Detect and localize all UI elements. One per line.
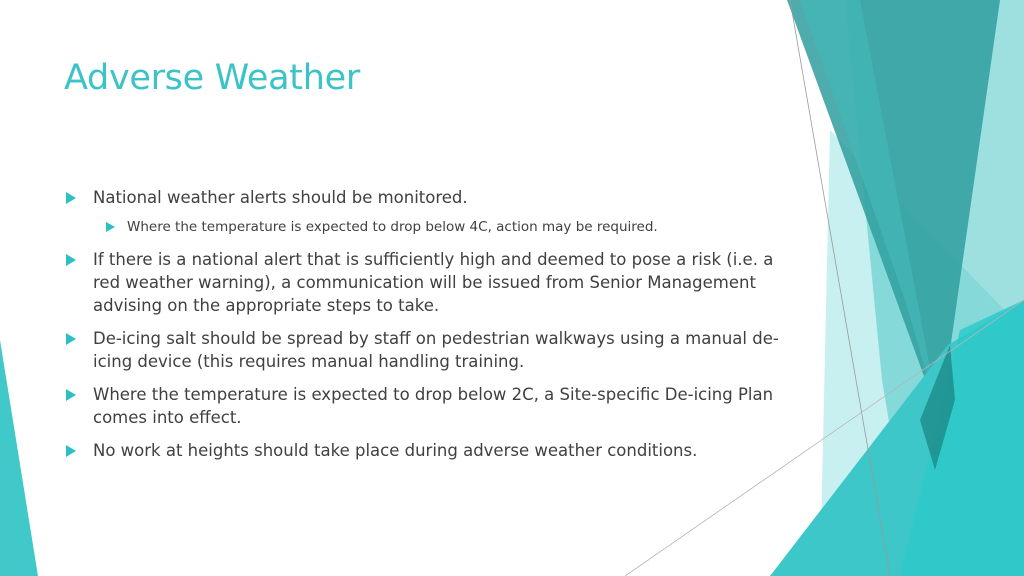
bullet-text: De-icing salt should be spread by staff on pedestrian walkways using a manual de-icing device (this requires manual handling training. [93,329,779,371]
triangle-bullet-icon [66,445,76,457]
bullet-text: Where the temperature is expected to drop below 4C, action may be required. [127,219,658,235]
bullet-list [64,186,784,472]
sub-bullet-item [104,217,784,238]
triangle-bullet-icon [66,333,76,345]
bullet-item [64,186,784,209]
bullet-text: National weather alerts should be monitored. [93,188,468,207]
triangle-bullet-icon [66,192,76,204]
bullet-item [64,327,784,373]
bullet-text: No work at heights should take place during adverse weather conditions. [93,441,698,460]
slide-title: Adverse Weather [64,58,360,98]
triangle-bullet-icon [106,222,115,232]
bullet-text: Where the temperature is expected to drop below 2C, a Site-specific De-icing Plan comes into effect. [93,385,774,427]
left-edge-shape [0,340,38,576]
bullet-item [64,383,784,429]
triangle-bullet-icon [66,389,76,401]
bullet-item [64,439,784,462]
triangle-bullet-icon [66,254,76,266]
bullet-item [64,248,784,317]
bullet-text: If there is a national alert that is sufficiently high and deemed to pose a risk (i.e. a red weather warning), a communication will be issued from Senior Management advising on the appropriate steps to take. [93,250,774,315]
